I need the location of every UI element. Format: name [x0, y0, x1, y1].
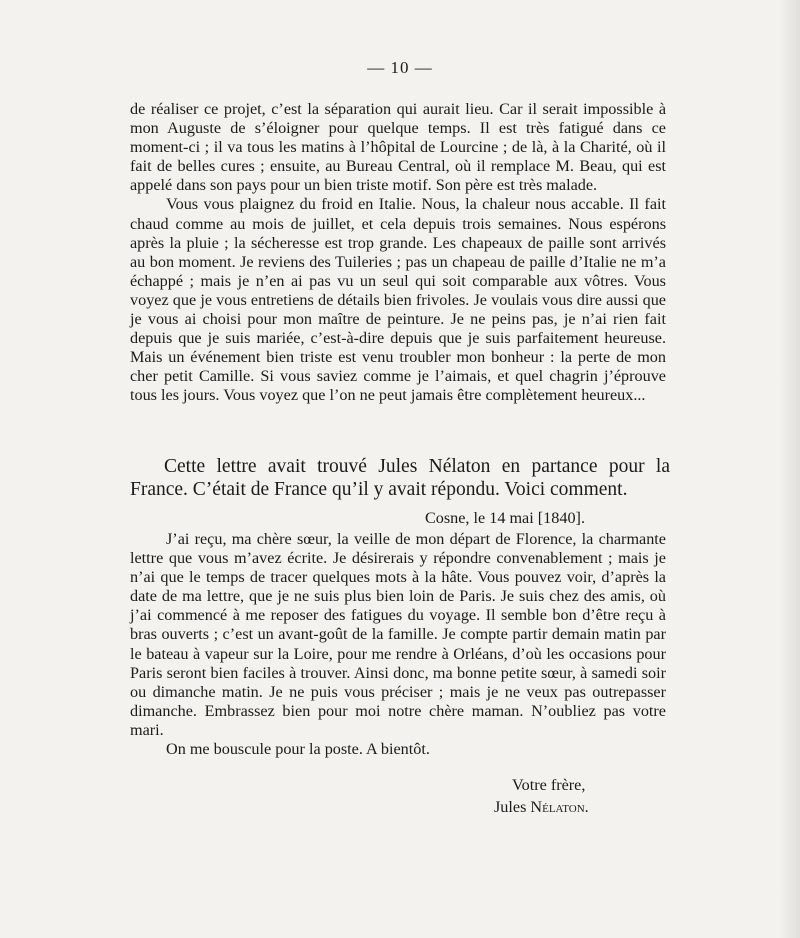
- lead-paragraph: Cette lettre avait trouvé Jules Nélaton en partance pour la France. C’était de France qu’il y avait répondu. Voici comment.: [130, 456, 670, 500]
- signature: [494, 798, 589, 817]
- page-number: — 10 —: [367, 58, 433, 77]
- signature-last-name: Nélaton.: [530, 798, 589, 816]
- paragraph: Vous vous plaignez du froid en Italie. Nous, la chaleur nous accable. Il fait chaud comme au mois de juillet, et cela depuis trois semaines. Nous espérons après la pluie ; la sécheresse est trop grande. Les chapeaux de paille sont arrivés au bon moment. Je reviens des Tuileries ; pas un chapeau de paille d’Italie ne m’a échappé ; mais je n’en ai pas vu un seul qui soit comparable aux vôtres. Vous voyez que je vous entretiens de détails bien frivoles. Je voulais vous dire aussi que je vous ai choisi pour mon maître de peinture. Je ne peins pas, je n’ai rien fait depuis que je suis mariée, c’est-à-dire depuis que je suis parfaitement heureuse. Mais un événement bien triste est venu troubler mon bonheur : la perte de mon cher petit Camille. Si vous saviez comme je l’aimais, et quel chagrin j’éprouve tous les jours. Vous voyez que l’on ne peut jamais être complètement heureux...: [130, 195, 666, 405]
- letter-excerpt-jules: [130, 530, 666, 759]
- letter-dateline: Cosne, le 14 mai [1840].: [424, 509, 585, 527]
- narrative-lead: [130, 455, 670, 501]
- closing-line: Votre frère,: [512, 776, 586, 794]
- paragraph: de réaliser ce projet, c’est la séparation qui aurait lieu. Car il serait impossible à mon Auguste de s’éloigner pour quelque temps. Il est très fatigué dans ce moment-ci ; il va tous les matins à l’hôpital de Lourcine ; de là, à la Charité, où il fait de belles cures ; ensuite, au Bureau Central, où il remplace M. Beau, qui est appelé dans son pays pour un bien triste motif. Son père est très malade.: [130, 100, 666, 195]
- page-edge-shadow: [778, 0, 800, 938]
- paragraph: On me bouscule pour la poste. A bientôt.: [166, 740, 430, 759]
- signature-first-name: Jules: [494, 798, 527, 816]
- paragraph: J’ai reçu, ma chère sœur, la veille de mon départ de Florence, la charmante lettre que vous m’avez écrite. Je désirerais y répondre convenablement ; mais je n’ai que le temps de tracer quelques mots à la hâte. Vous pouvez voir, d’après la date de ma lettre, que je ne suis plus bien loin de Paris. Je suis chez des amis, où j’ai commencé à me reposer des fatigues du voyage. Il semble bon d’être reçu à bras ouverts ; c’est un avant-goût de la famille. Je compte partir demain matin par le bateau à vapeur sur la Loire, pour me rendre à Orléans, d’où les occasions pour Paris seront bien faciles à trouver. Ainsi donc, ma bonne petite sœur, à samedi soir ou dimanche matin. Je ne puis vous préciser ; mais je ne veux pas outrepasser dimanche. Embrassez bien pour moi notre chère maman. N’oubliez pas votre mari.: [130, 530, 666, 739]
- letter-excerpt-sister: [130, 100, 666, 406]
